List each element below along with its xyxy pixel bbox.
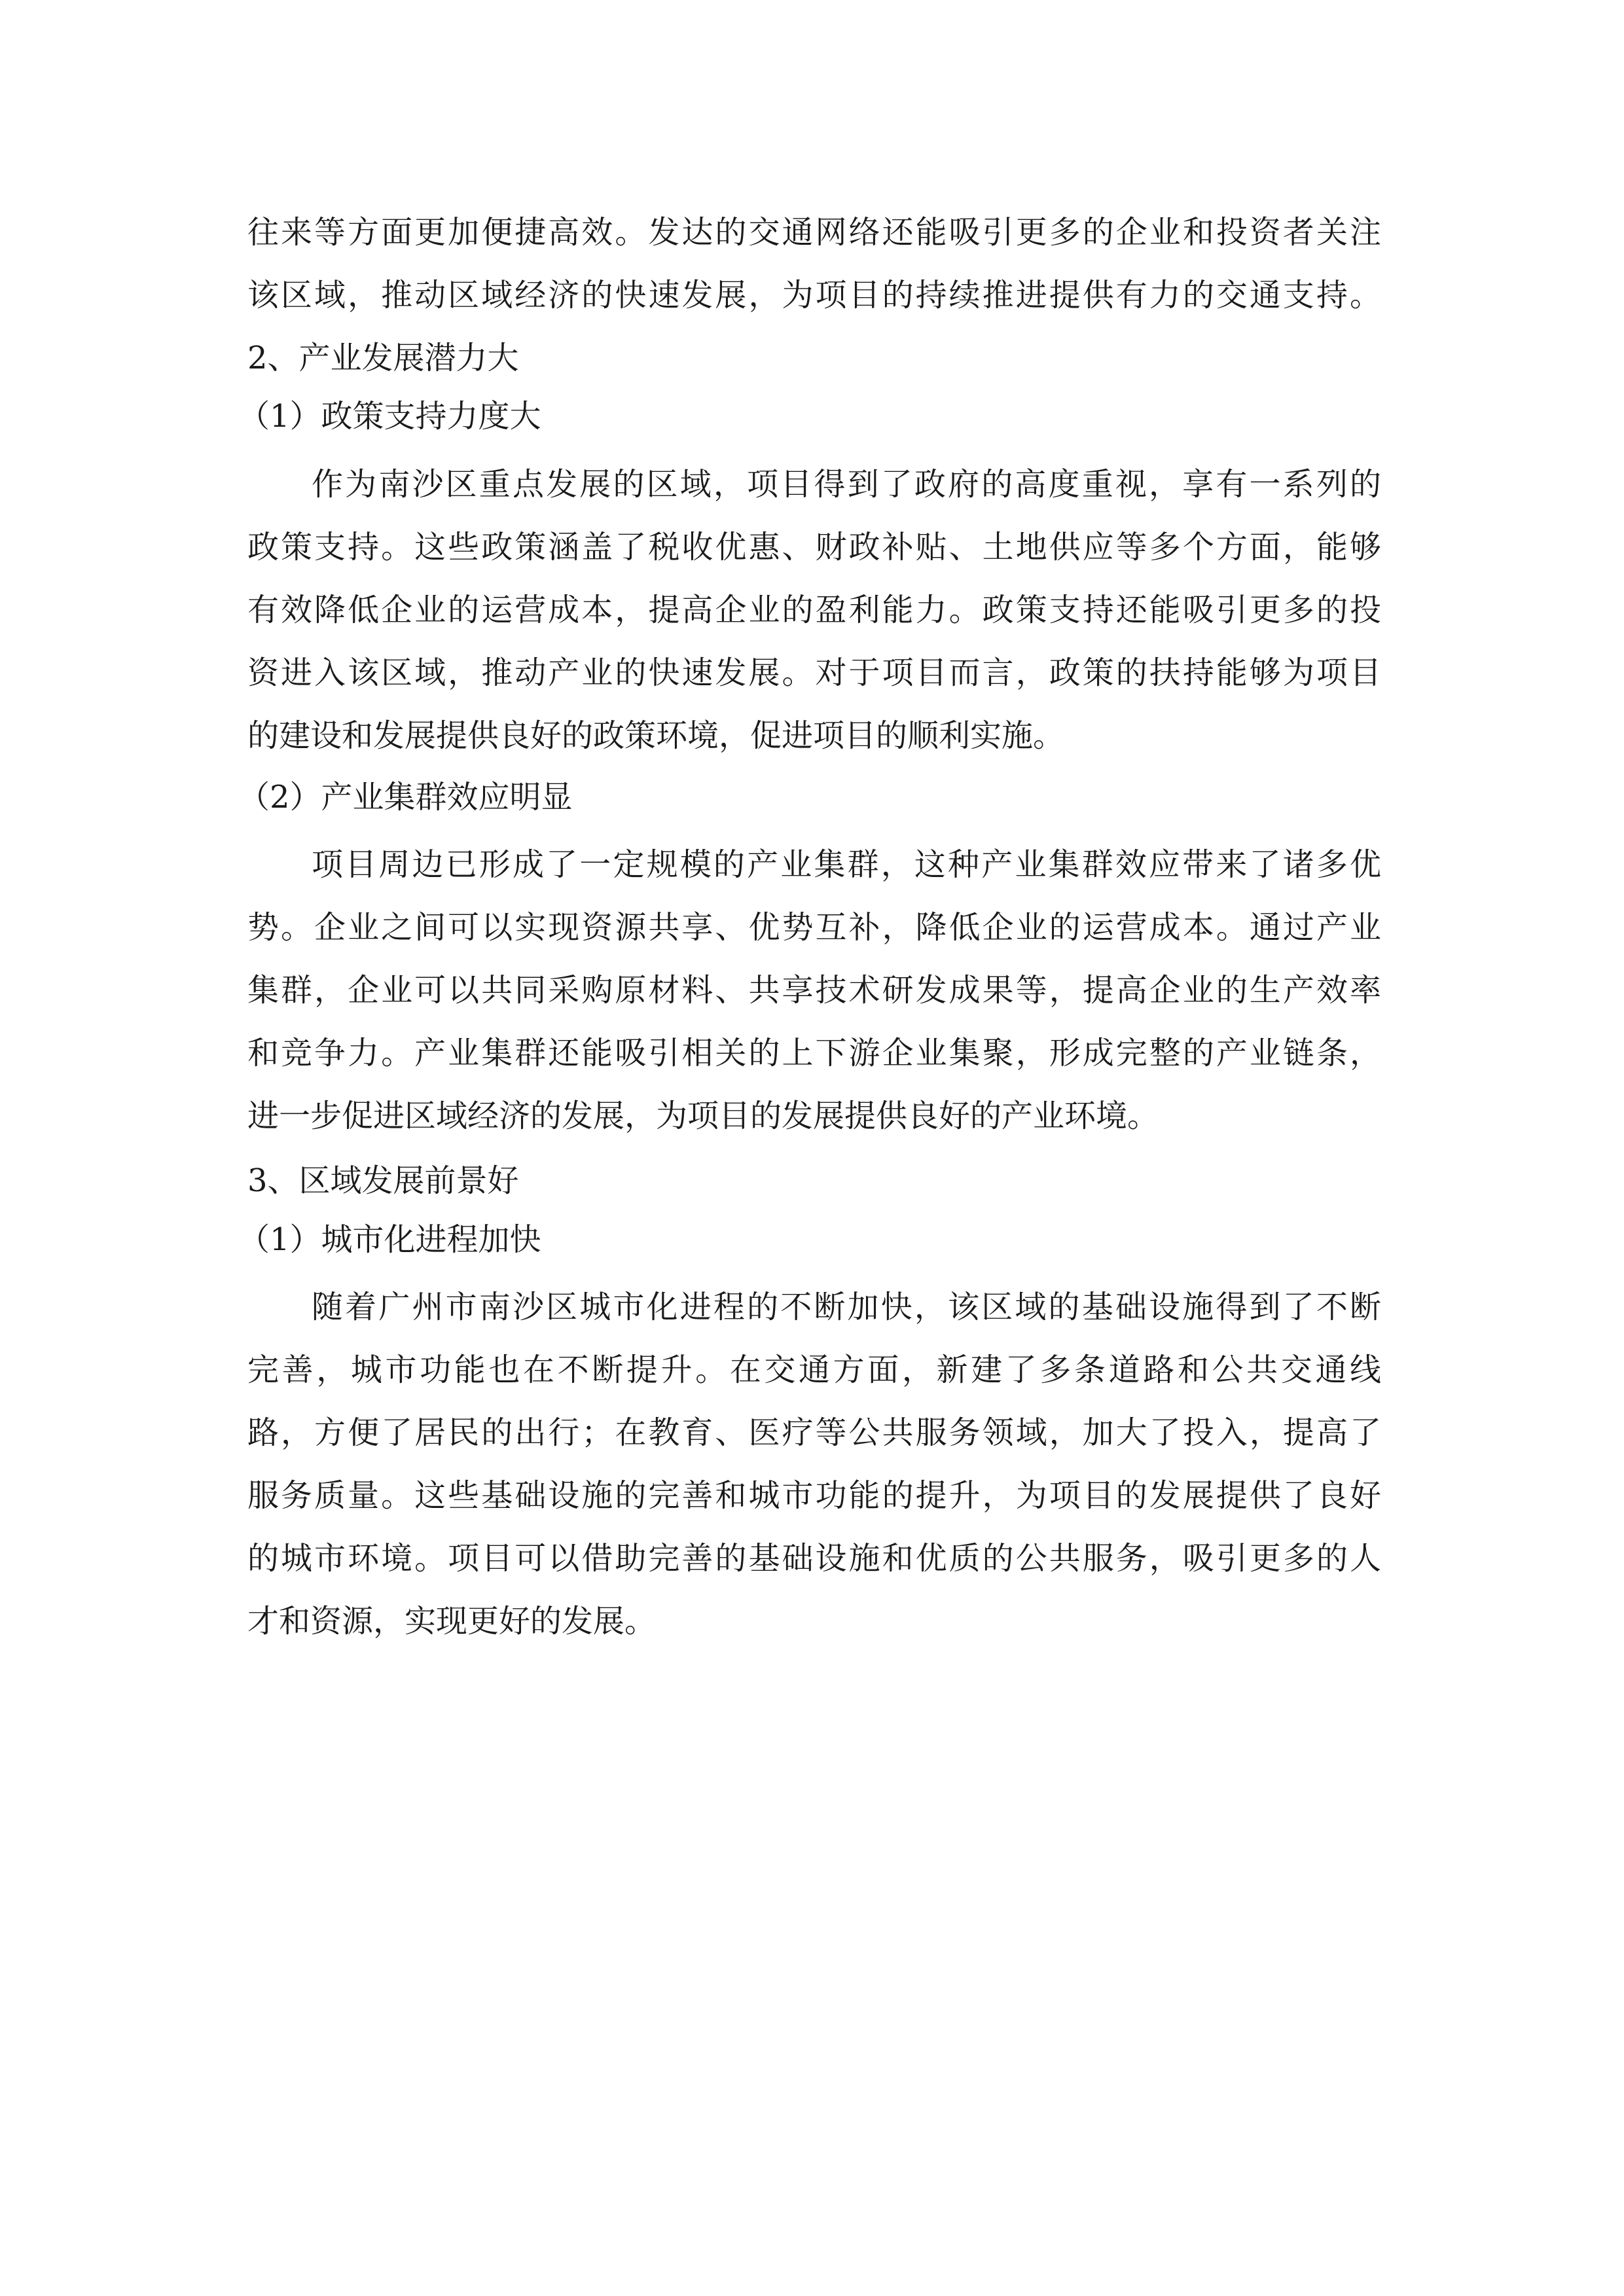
section-heading: 2、产业发展潜力大 (247, 340, 519, 376)
paragraph-line: 和竞争力。产业集群还能吸引相关的上下游企业集聚，形成完整的产业链条， (247, 1035, 1381, 1071)
paragraph-line: 的建设和发展提供良好的政策环境，促进项目的顺利实施。 (247, 717, 1065, 754)
paragraph-line: 路，方便了居民的出行；在教育、医疗等公共服务领域，加大了投入，提高了 (247, 1414, 1381, 1451)
paragraph-line: 往来等方面更加便捷高效。发达的交通网络还能吸引更多的企业和投资者关注 (247, 214, 1381, 251)
paragraph-line: 势。企业之间可以实现资源共享、优势互补，降低企业的运营成本。通过产业 (247, 909, 1381, 946)
paragraph-line: 随着广州市南沙区城市化进程的不断加快，该区域的基础设施得到了不断 (312, 1289, 1381, 1325)
paragraph-line: 服务质量。这些基础设施的完善和城市功能的提升，为项目的发展提供了良好 (247, 1477, 1381, 1514)
subsection-heading: （1）城市化进程加快 (238, 1221, 541, 1258)
paragraph-line: 进一步促进区域经济的发展，为项目的发展提供良好的产业环境。 (247, 1098, 1159, 1134)
paragraph-line: 的城市环境。项目可以借助完善的基础设施和优质的公共服务，吸引更多的人 (247, 1540, 1381, 1577)
paragraph-line: 集群，企业可以共同采购原材料、共享技术研发成果等，提高企业的生产效率 (247, 972, 1381, 1009)
paragraph-line: 完善，城市功能也在不断提升。在交通方面，新建了多条道路和公共交通线 (247, 1352, 1381, 1388)
paragraph-line: 该区域，推动区域经济的快速发展，为项目的持续推进提供有力的交通支持。 (247, 277, 1381, 314)
paragraph-line: 作为南沙区重点发展的区域，项目得到了政府的高度重视，享有一系列的 (312, 466, 1381, 503)
paragraph-line: 政策支持。这些政策涵盖了税收优惠、财政补贴、土地供应等多个方面，能够 (247, 529, 1381, 565)
paragraph-line: 项目周边已形成了一定规模的产业集群，这种产业集群效应带来了诸多优 (312, 846, 1381, 883)
paragraph-line: 才和资源，实现更好的发展。 (247, 1603, 657, 1640)
paragraph-line: 资进入该区域，推动产业的快速发展。对于项目而言，政策的扶持能够为项目 (247, 655, 1381, 691)
section-heading: 3、区域发展前景好 (247, 1162, 519, 1199)
paragraph-line: 有效降低企业的运营成本，提高企业的盈利能力。政策支持还能吸引更多的投 (247, 592, 1381, 628)
subsection-heading: （1）政策支持力度大 (238, 398, 541, 435)
subsection-heading: （2）产业集群效应明显 (238, 779, 573, 816)
